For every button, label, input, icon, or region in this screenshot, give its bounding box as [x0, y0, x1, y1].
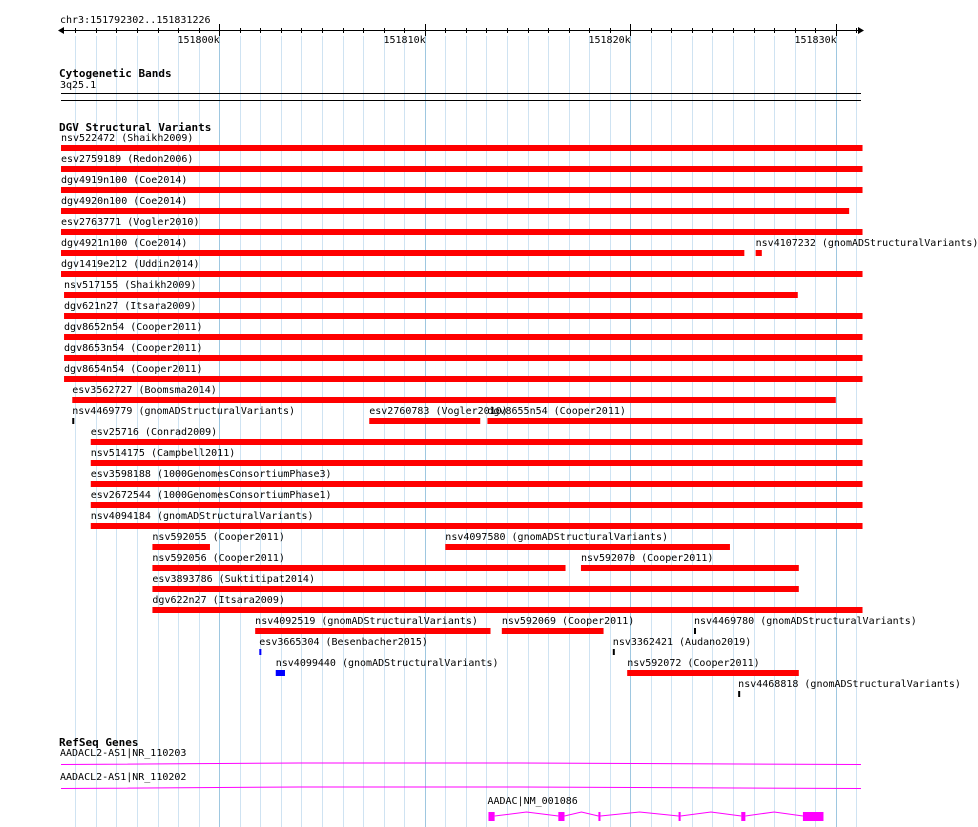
variant-label: nsv4469779 (gnomADStructuralVariants)	[72, 406, 296, 417]
variant-label: nsv4097580 (gnomADStructuralVariants)	[445, 532, 669, 543]
variant-label: nsv514175 (Campbell2011)	[90, 448, 236, 459]
variant-label: dgv4920n100 (Coe2014)	[61, 196, 188, 207]
ruler-tick-label: 151830k	[794, 35, 837, 46]
variant-bar[interactable]	[64, 376, 862, 382]
gene-label: AADACL2-AS1|NR_110203	[60, 748, 187, 759]
exon[interactable]	[598, 812, 600, 821]
variant-bar[interactable]	[64, 355, 862, 361]
exon[interactable]	[741, 812, 745, 821]
variant-label: dgv8653n54 (Cooper2011)	[64, 343, 203, 354]
variant-bar[interactable]	[72, 397, 836, 403]
variant-marker[interactable]	[72, 418, 74, 424]
variant-bar[interactable]	[581, 565, 799, 571]
exon[interactable]	[679, 812, 681, 821]
variant-bar[interactable]	[61, 250, 744, 256]
variant-bar-blue[interactable]	[276, 670, 285, 676]
variant-bar[interactable]	[64, 313, 862, 319]
variant-bar[interactable]	[255, 628, 490, 634]
variant-bar[interactable]	[61, 145, 863, 151]
variant-label: esv3562727 (Boomsma2014)	[72, 385, 217, 396]
variant-bar[interactable]	[91, 502, 863, 508]
variant-label: nsv592069 (Cooper2011)	[501, 616, 635, 627]
region-label: chr3:151792302..151831226	[60, 15, 211, 26]
variant-bar[interactable]	[64, 334, 862, 340]
variant-label: nsv522472 (Shaikh2009)	[61, 133, 194, 144]
variant-bar[interactable]	[152, 586, 798, 592]
variant-bar[interactable]	[91, 523, 863, 529]
variant-label: dgv621n27 (Itsara2009)	[64, 301, 197, 312]
variant-label: nsv4099440 (gnomADStructuralVariants)	[275, 658, 499, 669]
variant-bar[interactable]	[152, 607, 862, 613]
variant-bar[interactable]	[61, 229, 863, 235]
variant-bar[interactable]	[756, 250, 762, 256]
variant-bar-blue[interactable]	[259, 649, 261, 655]
ruler-tick-label: 151800k	[177, 35, 220, 46]
variant-bar[interactable]	[502, 628, 604, 634]
gene-label: AADAC|NM_001086	[487, 796, 578, 807]
gene-label: AADACL2-AS1|NR_110202	[60, 772, 187, 783]
variant-label: esv2760783 (Vogler2010)	[369, 406, 508, 417]
variant-label: nsv4092519 (gnomADStructuralVariants)	[255, 616, 478, 627]
variant-label: dgv4919n100 (Coe2014)	[61, 175, 188, 186]
variant-label: dgv1419e212 (Uddin2014)	[61, 259, 200, 270]
variant-label: esv3893786 (Suktitipat2014)	[152, 574, 315, 585]
variant-label: nsv592056 (Cooper2011)	[152, 553, 285, 564]
ruler-right-arrow[interactable]	[858, 27, 864, 34]
variant-label: dgv4921n100 (Coe2014)	[61, 238, 188, 249]
variant-bar[interactable]	[64, 292, 798, 298]
ruler-left-arrow[interactable]	[58, 27, 64, 34]
variant-label: nsv3362421 (Audano2019)	[612, 637, 752, 648]
variant-label: dgv8652n54 (Cooper2011)	[64, 322, 203, 333]
cytoband-label: 3q25.1	[60, 80, 97, 91]
variant-label: nsv592072 (Cooper2011)	[627, 658, 760, 669]
variant-label: nsv4469780 (gnomADStructuralVariants)	[693, 616, 917, 627]
intron-line	[600, 812, 678, 816]
gene-line[interactable]	[61, 787, 861, 789]
variant-bar[interactable]	[445, 544, 730, 550]
variant-bar[interactable]	[487, 418, 862, 424]
variant-label: esv2759189 (Redon2006)	[61, 154, 194, 165]
exon[interactable]	[488, 812, 494, 821]
variant-label: dgv8655n54 (Cooper2011)	[487, 406, 626, 417]
variant-label: nsv4468818 (gnomADStructuralVariants)	[738, 679, 961, 690]
variant-label: nsv4094184 (gnomADStructuralVariants)	[90, 511, 314, 522]
ruler-tick-label: 151810k	[383, 35, 426, 46]
exon[interactable]	[558, 812, 564, 821]
ruler-tick-label: 151820k	[588, 35, 631, 46]
variant-bar[interactable]	[91, 439, 863, 445]
gene-line[interactable]	[61, 763, 861, 765]
variant-bar[interactable]	[91, 481, 863, 487]
dgv-track-title[interactable]: DGV Structural Variants	[59, 121, 212, 134]
cytoband-track-title[interactable]: Cytogenetic Bands	[59, 67, 172, 80]
variant-marker[interactable]	[613, 649, 615, 655]
variant-label: esv3665304 (Besenbacher2015)	[259, 637, 428, 648]
variant-bar[interactable]	[627, 670, 799, 676]
variant-bar[interactable]	[61, 271, 863, 277]
variant-bar[interactable]	[61, 187, 863, 193]
exon[interactable]	[803, 812, 824, 821]
variant-bar[interactable]	[61, 166, 863, 172]
variant-bar[interactable]	[152, 544, 210, 550]
variant-bar[interactable]	[61, 208, 849, 214]
variant-label: esv2763771 (Vogler2010)	[61, 217, 200, 228]
variant-bar[interactable]	[152, 565, 565, 571]
variant-label: esv3598188 (1000GenomesConsortiumPhase3)	[90, 469, 332, 480]
variant-label: nsv592070 (Cooper2011)	[580, 553, 714, 564]
variant-label: dgv8654n54 (Cooper2011)	[64, 364, 203, 375]
variant-bar[interactable]	[91, 460, 863, 466]
variant-label: esv2672544 (1000GenomesConsortiumPhase1)	[90, 490, 332, 501]
refseq-track-title[interactable]: RefSeq Genes	[59, 736, 139, 749]
variant-label: nsv592055 (Cooper2011)	[152, 532, 285, 543]
variant-label: nsv4107232 (gnomADStructuralVariants)	[755, 238, 978, 249]
variant-label: dgv622n27 (Itsara2009)	[152, 595, 285, 606]
variant-label: esv25716 (Conrad2009)	[90, 427, 218, 438]
variant-marker[interactable]	[738, 691, 740, 697]
variant-label: nsv517155 (Shaikh2009)	[64, 280, 197, 291]
intron-line	[681, 812, 742, 816]
variant-bar[interactable]	[369, 418, 480, 424]
variant-marker[interactable]	[694, 628, 696, 634]
